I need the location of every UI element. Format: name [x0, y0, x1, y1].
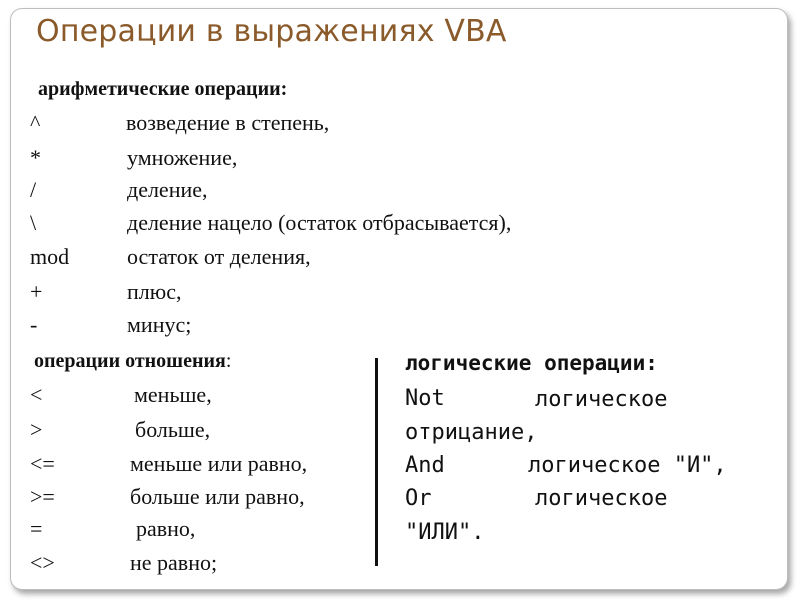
arith-row: [30, 312, 630, 342]
arith-desc: остаток от деления,: [127, 244, 311, 269]
arith-desc: плюс,: [127, 279, 182, 304]
logical-or-desc-cont: "ИЛИ".: [405, 520, 485, 545]
arith-desc: деление нацело (остаток отбрасывается),: [127, 210, 512, 235]
logical-or-desc: логическое: [535, 486, 668, 511]
arith-row: [30, 110, 630, 140]
rel-desc: равно,: [136, 516, 196, 541]
rel-row: [30, 550, 370, 580]
rel-op: >: [30, 417, 43, 442]
rel-op: <: [30, 382, 43, 407]
relational-heading-text: операции отношения: [34, 350, 226, 372]
arith-op: /: [30, 177, 37, 202]
relational-heading: [34, 350, 231, 373]
logical-not-desc-cont: отрицание,: [405, 420, 538, 445]
rel-desc: меньше,: [134, 382, 212, 407]
logical-heading: логические операции:: [405, 351, 658, 375]
rel-row: [30, 451, 370, 481]
rel-desc: не равно;: [130, 550, 218, 575]
rel-row: [30, 516, 370, 546]
arith-desc: деление,: [127, 177, 208, 202]
relational-heading-colon: :: [225, 350, 232, 372]
arith-desc: минус;: [127, 312, 192, 337]
arith-row: [30, 145, 630, 175]
arith-row: [30, 210, 650, 240]
arith-op: +: [30, 279, 43, 304]
arith-op: \: [30, 210, 37, 235]
rel-op: =: [30, 516, 43, 541]
arith-op: *: [30, 145, 41, 170]
rel-desc: больше,: [135, 417, 211, 442]
rel-row: [30, 417, 370, 447]
arith-desc: возведение в степень,: [126, 110, 330, 135]
logical-and-op: And: [405, 453, 445, 478]
rel-op: <=: [30, 451, 55, 476]
rel-row: [30, 382, 370, 412]
arith-desc: умножение,: [127, 145, 238, 170]
arith-row: [30, 244, 630, 274]
rel-op: >=: [30, 484, 55, 509]
slide-title: Операции в выражениях VBA: [36, 14, 507, 49]
logical-not-desc: логическое: [535, 387, 668, 412]
arith-row: [30, 177, 630, 207]
rel-desc: меньше или равно,: [130, 451, 308, 476]
rel-desc: больше или равно,: [130, 484, 305, 509]
rel-op: <>: [30, 550, 55, 575]
column-divider: [375, 358, 378, 566]
logical-and-desc: логическое "И",: [528, 453, 727, 478]
arith-op: -: [30, 312, 38, 337]
rel-row: [30, 484, 370, 514]
arithmetic-heading: арифметические операции:: [38, 78, 288, 100]
arith-op: mod: [30, 244, 70, 269]
arith-row: [30, 279, 630, 309]
logical-or-op: Or: [405, 486, 432, 511]
arith-op: ^: [30, 110, 41, 135]
logical-not-op: Not: [405, 386, 445, 411]
